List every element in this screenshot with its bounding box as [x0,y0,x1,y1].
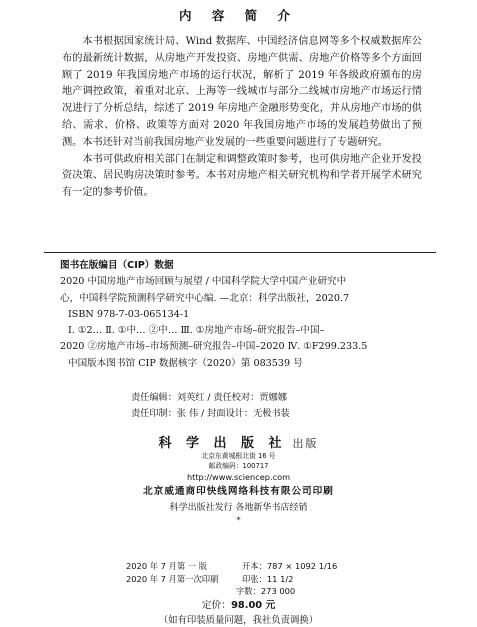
print-specs [126,560,366,585]
publisher-address: 北京东黄城根北街 16 号 [201,452,276,460]
printer-name: 北京威通商印快线网络科技有限公司印刷 [143,486,334,497]
intro-title: 内 容 简 介 [178,8,299,23]
price [0,597,477,611]
credit-production: 责任印制：张 伟 / 封面设计：无极书装 [131,408,290,419]
price-label: 定价： [201,600,232,611]
cip-line: Ⅰ. ①2… Ⅱ. ①中… ②中… Ⅲ. ①房地产市场–研究报告–中国– [68,325,325,337]
separator-star: * [236,516,241,525]
publisher-url: http://www.sciencep.com [186,472,291,482]
cip-line: 心，中国科学院预测科学研究中心编. —北京：科学出版社，2020.7 [60,292,350,304]
intro-paragraph-1: 本书根据国家统计局、Wind 数据库、中国经济信息网等多个权威数据库公布的最新统计数据，从房地产开发投资、房地产供需、房地产价格等多个方面回顾了 2019 年我国房地产市场的运行状况，解析了 2019 年各级政府颁布的房地产调控政策，着重对北京、上海等一线城市与部分二线城市房地产市场运行情况进行了分析总结，综述了 2019 年房地产金融形势变化，并从房地产市场的供给、需求、价格、政策等方面对 2020 年我国房地产市场的发展趋势做出了预测。本书还针对当前我国房地产业发展的一些重要问题进行了专题研究。 [62,36,422,148]
edition-info: 2020 年 7 月第 一 版 [126,561,208,571]
cip-record-number: 中国版本图书馆 CIP 数据核字（2020）第 083539 号 [68,357,303,369]
printing-info: 2020 年 7 月第一次印刷 [126,573,219,584]
quality-notice: （如有印装质量问题，我社负责调换） [158,615,319,626]
cip-line: 2020 ②房地产市场–市场预测–研究报告–中国–2020 Ⅳ. ①F299.233.5 [60,341,368,353]
price-value: 98.00 元 [231,600,276,611]
credits [131,390,381,422]
sheet-count: 印张：11 1/2 [242,573,294,584]
section-divider [44,252,436,253]
cip-isbn: ISBN 978-7-03-065134-1 [68,308,190,320]
publisher-block [0,432,477,526]
cip-line: 2020 中国房地产市场回顾与展望 / 中国科学院大学中国产业研究中 [60,276,347,288]
cip-data [60,258,430,372]
publisher-postcode: 邮政编码：100717 [208,462,269,470]
format-info: 开本：787 × 1092 1/16 [242,561,338,571]
intro-text [62,34,422,202]
credit-editors: 责任编辑：刘英红 / 责任校对：贾娜娜 [131,392,287,403]
publisher-suffix: 出版 [292,437,319,450]
cip-heading: 图书在版编目（CIP）数据 [60,260,174,271]
distribution-info: 科学出版社发行 各地新华书店经销 [169,503,308,513]
intro-paragraph-2: 本书可供政府相关部门在制定和调整政策时参考，也可供房地产企业开发投资决策、居民购房决策时参考。本书对房地产相关研究机构和学者开展学术研究有一定的参考价值。 [62,153,422,199]
publisher-name: 科 学 出 版 社 [158,436,287,451]
word-count: 字数：273 000 [236,586,296,596]
